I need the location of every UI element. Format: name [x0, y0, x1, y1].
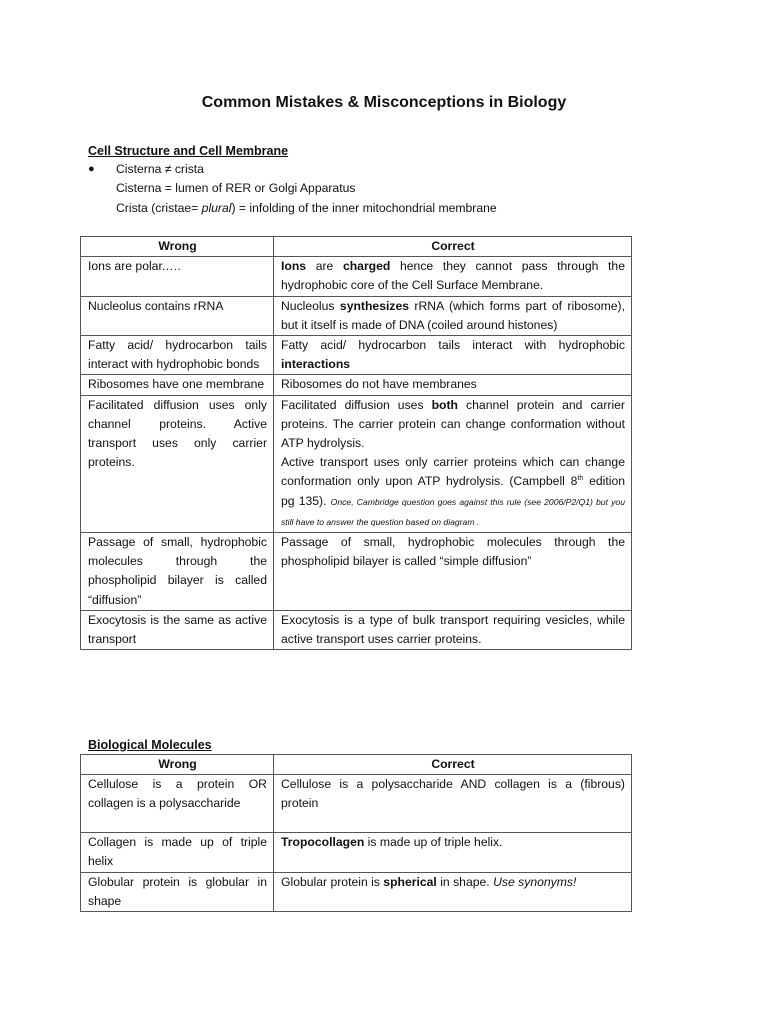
wrong-cell: Collagen is made up of triple helix — [81, 833, 274, 872]
misconceptions-table-biological-molecules — [80, 754, 632, 912]
wrong-cell: Exocytosis is the same as active transport — [81, 610, 274, 649]
line-text: Cisterna = lumen of RER or Golgi Apparatus — [116, 181, 356, 196]
table-row — [81, 296, 632, 335]
line-text-part: Crista (cristae= — [116, 200, 202, 215]
bold-text: spherical — [383, 874, 437, 889]
table-row — [81, 775, 632, 833]
table-row — [81, 533, 632, 611]
page-title: Common Mistakes & Misconceptions in Biology — [201, 94, 567, 111]
bullet-list — [88, 160, 648, 218]
column-header-wrong: Wrong — [81, 755, 274, 775]
misconceptions-table-cell-structure — [80, 236, 632, 650]
wrong-cell: Globular protein is globular in shape — [81, 872, 274, 911]
cell-text: Fatty acid/ hydrocarbon tails interact with hydrophobic — [281, 338, 625, 353]
cell-text: channel protein and carrier proteins. The carrier protein can change conformation without ATP hydrolysis. — [281, 397, 625, 451]
correct-cell: Passage of small, hydrophobic molecules through the phospholipid bilayer is called “simple diffusion” — [274, 533, 632, 611]
correct-cell: Ribosomes do not have membranes — [274, 375, 632, 395]
table-header-row — [81, 237, 632, 257]
column-header-correct: Correct — [274, 237, 632, 257]
bold-text: Ions — [281, 259, 307, 274]
wrong-cell: Passage of small, hydrophobic molecules through the phospholipid bilayer is called “diffusion” — [81, 533, 274, 611]
wrong-cell: Facilitated diffusion uses only channel proteins. Active transport uses only carrier proteins. — [81, 395, 274, 532]
cell-text: in shape. — [436, 874, 494, 889]
column-header-correct: Correct — [274, 755, 632, 775]
superscript-text: th — [577, 475, 584, 483]
correct-cell — [274, 872, 632, 911]
cell-text: hence they cannot pass through the hydrophobic core of the Cell Surface Membrane. — [281, 259, 625, 293]
section-heading-cell-structure: Cell Structure and Cell Membrane — [88, 144, 289, 158]
cell-text: rRNA (which forms part of ribosome), but it itself is made of DNA (coiled around histones) — [281, 298, 625, 332]
wrong-cell: Cellulose is a protein OR collagen is a polysaccharide — [81, 775, 274, 833]
bold-text: synthesizes — [339, 298, 410, 313]
table-row — [81, 375, 632, 395]
correct-cell — [274, 833, 632, 872]
cell-text: Facilitated diffusion uses — [281, 397, 432, 412]
cell-text: Nucleolus — [281, 298, 340, 313]
bold-text: charged — [342, 259, 391, 274]
table-row — [81, 257, 632, 296]
bullet-item-cisterna — [88, 160, 648, 179]
bold-text: Tropocollagen — [281, 835, 365, 850]
cell-text: edition pg 135). — [281, 474, 625, 508]
table-header-row — [81, 755, 632, 775]
bold-text: both — [431, 397, 458, 412]
bullet-icon: ● — [88, 163, 95, 175]
text-line-crista-def — [88, 199, 648, 218]
bold-text: interactions — [281, 357, 351, 372]
table-row — [81, 833, 632, 872]
column-header-wrong: Wrong — [81, 237, 274, 257]
cell-text: is made up of triple helix. — [364, 835, 503, 850]
line-text-part: ) = infolding of the inner mitochondrial membrane — [231, 200, 497, 215]
section-heading-biological-molecules: Biological Molecules — [88, 738, 212, 752]
line-text-italic: plural — [201, 200, 232, 215]
correct-cell — [274, 257, 632, 296]
correct-cell — [274, 395, 632, 532]
correct-cell — [274, 336, 632, 375]
table-row — [81, 336, 632, 375]
table-row — [81, 872, 632, 911]
bullet-text: Cisterna ≠ crista — [116, 162, 204, 176]
cell-text: are — [306, 259, 343, 274]
italic-note: Once, Cambridge question goes against this rule (see 2006/P2/Q1) but you still have to answer the question based on diagram . — [281, 496, 625, 527]
cell-text: Globular protein is — [281, 874, 384, 889]
italic-text: Use synonyms! — [493, 874, 577, 889]
table-row — [81, 610, 632, 649]
text-line-cisterna-def — [88, 179, 648, 198]
wrong-cell: Fatty acid/ hydrocarbon tails interact with hydrophobic bonds — [81, 336, 274, 375]
correct-cell — [274, 296, 632, 335]
cell-text: Active transport uses only carrier proteins which can change conformation only upon ATP hydrolysis. (Campbell 8 — [281, 455, 625, 489]
wrong-cell: Nucleolus contains rRNA — [81, 296, 274, 335]
wrong-cell: Ribosomes have one membrane — [81, 375, 274, 395]
correct-cell: Cellulose is a polysaccharide AND collagen is a (fibrous) protein — [274, 775, 632, 833]
correct-cell: Exocytosis is a type of bulk transport requiring vesicles, while active transport uses carrier proteins. — [274, 610, 632, 649]
table-row — [81, 395, 632, 532]
wrong-cell: Ions are polar.…. — [81, 257, 274, 296]
